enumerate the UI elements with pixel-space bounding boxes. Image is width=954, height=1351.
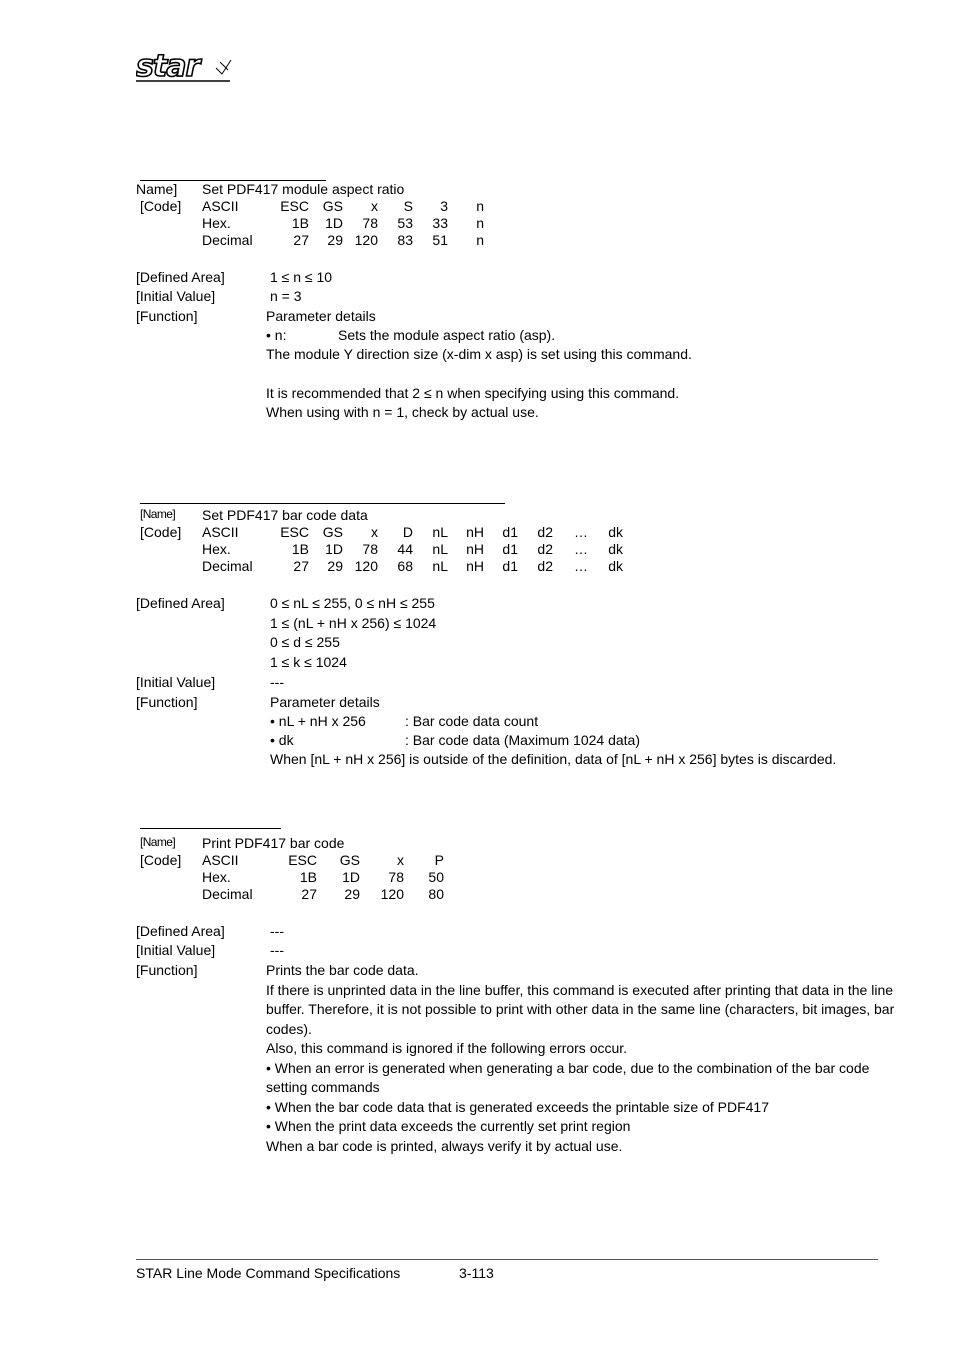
code-cell: 120	[354, 232, 378, 248]
code-cell: S	[403, 198, 413, 214]
code-cell: 3	[440, 198, 448, 214]
code-cell: …	[574, 558, 588, 574]
s2-defined-2: 1 ≤ (nL + nH x 256) ≤ 1024	[270, 615, 437, 631]
s2-defined-label: [Defined Area]	[136, 595, 225, 611]
code-cell: 29	[327, 558, 343, 574]
star-logo	[136, 50, 232, 87]
s1-f4: It is recommended that 2 ≤ n when specifying using this command.	[266, 385, 680, 401]
s2-initial-label: [Initial Value]	[136, 674, 216, 690]
s1-initial: n = 3	[270, 288, 302, 304]
code-cell: 120	[380, 886, 404, 902]
s3-line: Also, this command is ignored if the following errors occur.	[266, 1040, 628, 1056]
s2-defined-3: 0 ≤ d ≤ 255	[270, 634, 340, 650]
s2-name-label: [Name]	[140, 507, 176, 521]
code-cell: 80	[428, 886, 444, 902]
s1-code-label: [Code]	[140, 198, 182, 214]
code-cell: 1B	[291, 541, 309, 557]
code-cell: 51	[432, 232, 448, 248]
s1-initial-label: [Initial Value]	[136, 288, 216, 304]
s1-f1: Parameter details	[266, 308, 376, 324]
code-cell: ASCII	[202, 198, 239, 214]
code-cell: Decimal	[202, 886, 253, 902]
s2-initial: ---	[270, 674, 284, 690]
code-cell: n	[476, 232, 484, 248]
code-cell: d2	[537, 541, 553, 557]
code-cell: ASCII	[202, 852, 239, 868]
s3-line: When a bar code is printed, always verify it by actual use.	[266, 1137, 623, 1154]
code-cell: 44	[397, 541, 413, 557]
s2-f2-key: • nL + nH x 256	[270, 713, 366, 729]
code-cell: dk	[608, 524, 623, 540]
s3-defined: ---	[270, 923, 284, 939]
s1-name: Set PDF417 module aspect ratio	[202, 181, 405, 197]
s2-code-label: [Code]	[140, 524, 182, 540]
s3-code-label: [Code]	[140, 852, 182, 868]
code-cell: dk	[608, 558, 623, 574]
code-cell: n	[476, 198, 484, 214]
s1-f5: When using with n = 1, check by actual use.	[266, 404, 539, 420]
s3-initial: ---	[270, 942, 284, 958]
code-cell: nH	[466, 541, 484, 557]
code-cell: nL	[432, 541, 448, 557]
s2-f3-key: • dk	[270, 732, 294, 748]
s3-function-label: [Function]	[136, 962, 198, 978]
code-cell: 29	[344, 886, 360, 902]
code-cell: 1D	[325, 541, 343, 557]
code-cell: 1D	[325, 215, 343, 231]
code-cell: 68	[397, 558, 413, 574]
code-cell: 27	[293, 558, 309, 574]
code-cell: …	[574, 541, 588, 557]
s2-defined-4: 1 ≤ k ≤ 1024	[270, 654, 347, 670]
code-cell: 29	[327, 232, 343, 248]
s1-f3: The module Y direction size (x-dim x asp) is set using this command.	[266, 346, 692, 362]
code-cell: d1	[502, 524, 518, 540]
svg-text:star: star	[136, 50, 200, 84]
code-cell: GS	[339, 852, 360, 868]
code-cell: nH	[466, 524, 484, 540]
section3-rule	[140, 828, 281, 829]
code-cell: nL	[432, 558, 448, 574]
s1-name-label: Name]	[136, 181, 178, 197]
code-cell: GS	[322, 198, 343, 214]
code-cell: ESC	[280, 524, 309, 540]
code-cell: GS	[322, 524, 343, 540]
code-cell: d2	[537, 558, 553, 574]
code-cell: d2	[537, 524, 553, 540]
code-cell: 78	[388, 869, 404, 885]
code-cell: Hex.	[202, 541, 231, 557]
code-cell: Decimal	[202, 232, 253, 248]
code-cell: 83	[397, 232, 413, 248]
code-cell: Hex.	[202, 215, 231, 231]
code-cell: dk	[608, 541, 623, 557]
s2-function-label: [Function]	[136, 694, 198, 710]
footer-title: STAR Line Mode Command Specifications	[136, 1265, 401, 1281]
s3-line: If there is unprinted data in the line buffer, this command is executed after printing that data in the line buffer. Therefore, it is not possible to print with other data in the same line (characters, bit images, bar codes).	[266, 981, 895, 1037]
code-cell: Decimal	[202, 558, 253, 574]
code-cell: ASCII	[202, 524, 239, 540]
s3-line: • When an error is generated when generating a bar code, due to the combination of the bar code setting commands	[266, 1059, 870, 1095]
s3-line: • When the bar code data that is generated exceeds the printable size of PDF417	[266, 1098, 769, 1115]
code-cell: 1B	[291, 215, 309, 231]
code-cell: nH	[466, 558, 484, 574]
code-cell: D	[402, 524, 413, 540]
s3-function-text	[266, 961, 896, 1156]
s2-name: Set PDF417 bar code data	[202, 507, 368, 523]
code-cell: ESC	[288, 852, 317, 868]
code-cell: 78	[362, 215, 378, 231]
code-cell: d1	[502, 541, 518, 557]
s2-f2-val: : Bar code data count	[405, 713, 539, 729]
footer-page-number: 3-113	[459, 1265, 494, 1281]
code-cell: n	[476, 215, 484, 231]
code-cell: 120	[354, 558, 378, 574]
s2-f4: When [nL + nH x 256] is outside of the definition, data of [nL + nH x 256] bytes is discarded.	[270, 751, 837, 767]
s1-f2-key: • n:	[266, 327, 287, 343]
code-cell: …	[574, 524, 588, 540]
code-cell: ESC	[280, 198, 309, 214]
s1-defined-label: [Defined Area]	[136, 269, 225, 285]
s1-f2-val: Sets the module aspect ratio (asp).	[338, 327, 556, 343]
s3-initial-label: [Initial Value]	[136, 942, 216, 958]
s3-line: Prints the bar code data.	[266, 962, 419, 978]
code-cell: x	[397, 852, 404, 868]
s2-f3-val: : Bar code data (Maximum 1024 data)	[405, 732, 641, 748]
s1-function-label: [Function]	[136, 308, 198, 324]
code-cell: 27	[301, 886, 317, 902]
s3-defined-label: [Defined Area]	[136, 923, 225, 939]
s2-defined-1: 0 ≤ nL ≤ 255, 0 ≤ nH ≤ 255	[270, 595, 435, 611]
footer-rule	[136, 1259, 878, 1260]
code-cell: 53	[397, 215, 413, 231]
s3-name-label: [Name]	[140, 835, 176, 849]
code-cell: Hex.	[202, 869, 231, 885]
code-cell: 50	[428, 869, 444, 885]
code-cell: 33	[432, 215, 448, 231]
code-cell: 78	[362, 541, 378, 557]
code-cell: d1	[502, 558, 518, 574]
code-cell: 1B	[299, 869, 317, 885]
code-cell: 27	[293, 232, 309, 248]
s3-name: Print PDF417 bar code	[202, 835, 345, 851]
s3-line: • When the print data exceeds the currently set print region	[266, 1118, 631, 1134]
code-cell: P	[434, 852, 444, 868]
s1-defined: 1 ≤ n ≤ 10	[270, 269, 333, 285]
section2-rule	[140, 503, 505, 504]
code-cell: nL	[432, 524, 448, 540]
code-cell: 1D	[342, 869, 360, 885]
code-cell: x	[371, 524, 378, 540]
code-cell: x	[371, 198, 378, 214]
s2-f1: Parameter details	[270, 694, 380, 710]
